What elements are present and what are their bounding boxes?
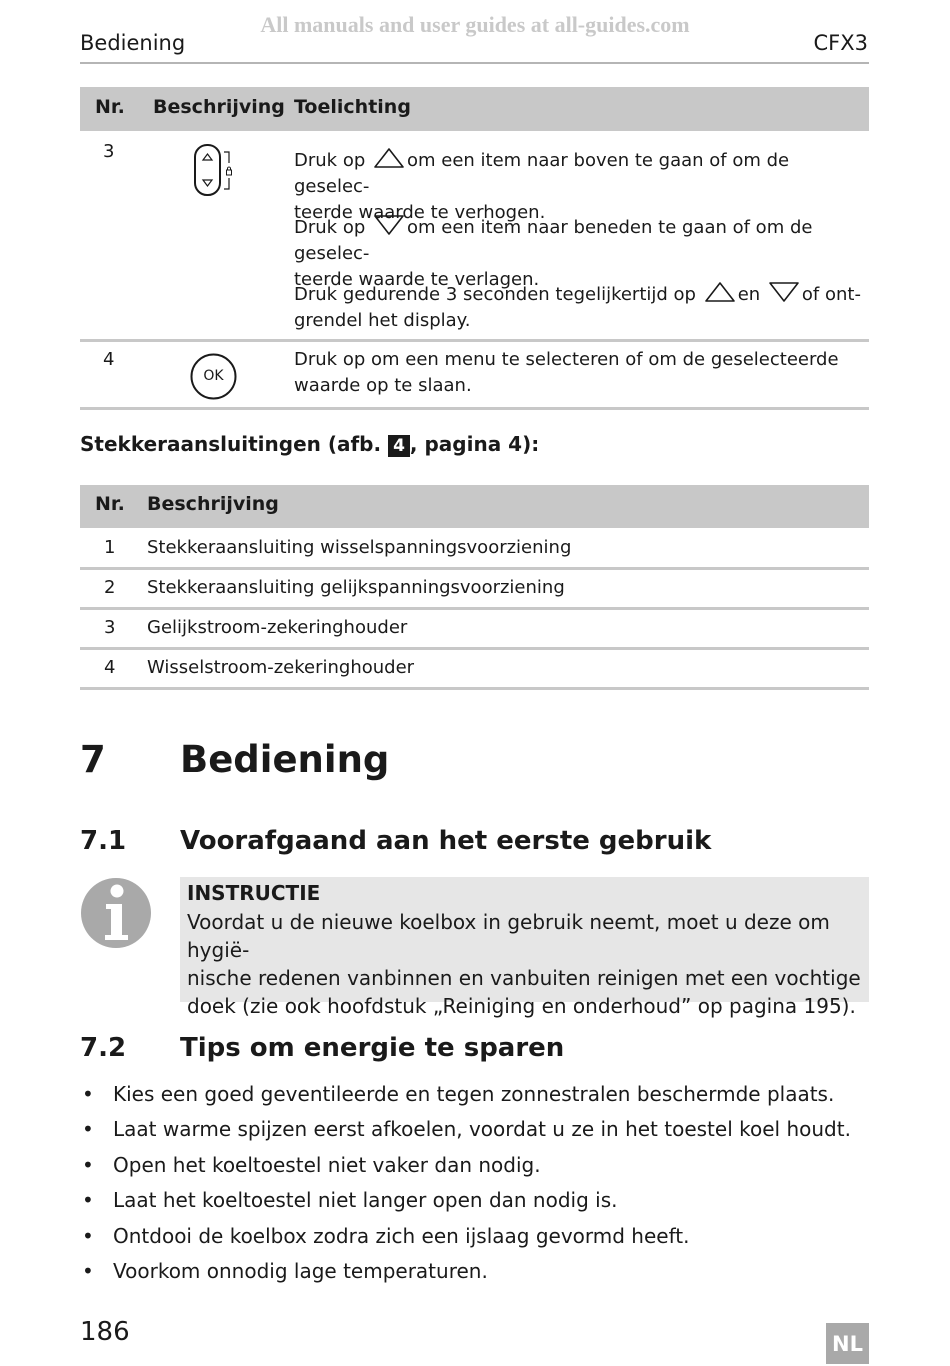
table1-row4-text	[294, 347, 864, 399]
bullet-dot: •	[82, 1259, 94, 1283]
header-model-name: CFX3	[813, 31, 868, 55]
text: Druk op	[294, 150, 366, 171]
plugs-row4-nr: 4	[104, 657, 116, 678]
down-arrow-icon	[768, 281, 800, 303]
table1-row-divider	[80, 339, 869, 342]
text: waarde op te slaan.	[294, 375, 472, 396]
plugs-col-description: Beschrijving	[147, 493, 279, 515]
bullet-item: Laat warme spijzen eerst afkoelen, voordat u ze in het toestel koel houdt.	[113, 1117, 851, 1141]
note-body	[187, 908, 867, 1020]
text: Druk op	[294, 217, 366, 238]
table1-row3-text3	[294, 281, 864, 334]
plugs-section-title	[80, 432, 539, 457]
plugs-row2-nr: 2	[104, 577, 116, 598]
up-arrow-icon	[704, 281, 736, 303]
table1-col-description: Beschrijving	[153, 96, 285, 118]
bullet-item: Open het koeltoestel niet vaker dan nodig.	[113, 1153, 541, 1177]
note-line: doek (zie ook hoofdstuk „Reiniging en onderhoud” op pagina 195).	[187, 994, 856, 1018]
bullet-dot: •	[82, 1153, 94, 1177]
chapter-title: Bediening	[180, 738, 390, 781]
table1-row4-nr: 4	[103, 349, 115, 370]
header-section-title: Bediening	[80, 31, 186, 55]
page-number: 186	[80, 1317, 130, 1347]
bullet-dot: •	[82, 1117, 94, 1141]
bullet-item: Ontdooi de koelbox zodra zich een ijslaag gevormd heeft.	[113, 1224, 690, 1248]
ok-label: OK	[203, 368, 224, 384]
section-7-2-title: Tips om energie te sparen	[180, 1033, 565, 1063]
bullet-item: Voorkom onnodig lage temperaturen.	[113, 1259, 488, 1283]
table1-row3-nr: 3	[103, 141, 115, 162]
down-arrow-icon	[373, 214, 405, 236]
note-title: INSTRUCTIE	[187, 881, 321, 905]
info-icon	[80, 877, 152, 953]
text: teerde waarde te verlagen.	[294, 269, 540, 290]
plugs-row3-desc: Gelijkstroom-zekeringhouder	[147, 617, 408, 638]
plugs-row1-nr: 1	[104, 537, 116, 558]
text: en	[737, 284, 761, 305]
note-line: nische redenen vanbinnen en vanbuiten reinigen met een vochtige	[187, 966, 861, 990]
section-7-1-number: 7.1	[80, 826, 127, 856]
bullet-dot: •	[82, 1224, 94, 1248]
plugs-row3-nr: 3	[104, 617, 116, 638]
table1-col-explanation: Toelichting	[294, 96, 411, 118]
plugs-col-nr: Nr.	[95, 493, 125, 515]
bullet-item: Laat het koeltoestel niet langer open dan nodig is.	[113, 1188, 618, 1212]
section-7-2-number: 7.2	[80, 1033, 127, 1063]
plugs-row4-desc: Wisselstroom-zekeringhouder	[147, 657, 415, 678]
up-down-buttons-icon	[193, 143, 237, 203]
plugs-row-divider	[80, 607, 869, 610]
table1-bottom-rule	[80, 407, 869, 410]
figure-ref-badge: 4	[388, 435, 410, 457]
text: om een item naar boven te gaan of om de geselec-	[294, 150, 790, 197]
text: teerde waarde te verhogen.	[294, 202, 546, 223]
plugs-row2-desc: Stekkeraansluiting gelijkspanningsvoorziening	[147, 577, 565, 598]
up-arrow-icon	[373, 147, 405, 169]
ok-button-icon	[190, 353, 237, 400]
watermark: All manuals and user guides at all-guides.com	[260, 12, 690, 37]
text: , pagina 4):	[409, 432, 540, 456]
plugs-row-divider	[80, 567, 869, 570]
plugs-row1-desc: Stekkeraansluiting wisselspanningsvoorziening	[147, 537, 572, 558]
text: Druk op om een menu te selecteren of om de geselecteerde	[294, 349, 839, 370]
plugs-bottom-rule	[80, 687, 869, 690]
chapter-number: 7	[80, 738, 106, 781]
text: of ont-	[801, 284, 861, 305]
text: Druk gedurende 3 seconden tegelijkertijd op	[294, 284, 696, 305]
table1-col-nr: Nr.	[95, 96, 125, 118]
header-divider	[80, 62, 869, 64]
language-badge: NL	[826, 1323, 869, 1364]
text: om een item naar beneden te gaan of om de geselec-	[294, 217, 813, 264]
plugs-row-divider	[80, 647, 869, 650]
note-line: Voordat u de nieuwe koelbox in gebruik neemt, moet u deze om hygië-	[187, 910, 830, 962]
text: Stekkeraansluitingen (afb.	[80, 432, 382, 456]
text: grendel het display.	[294, 310, 471, 331]
bullet-item: Kies een goed geventileerde en tegen zonnestralen beschermde plaats.	[113, 1082, 835, 1106]
section-7-1-title: Voorafgaand aan het eerste gebruik	[180, 826, 712, 856]
bullet-dot: •	[82, 1188, 94, 1212]
bullet-dot: •	[82, 1082, 94, 1106]
